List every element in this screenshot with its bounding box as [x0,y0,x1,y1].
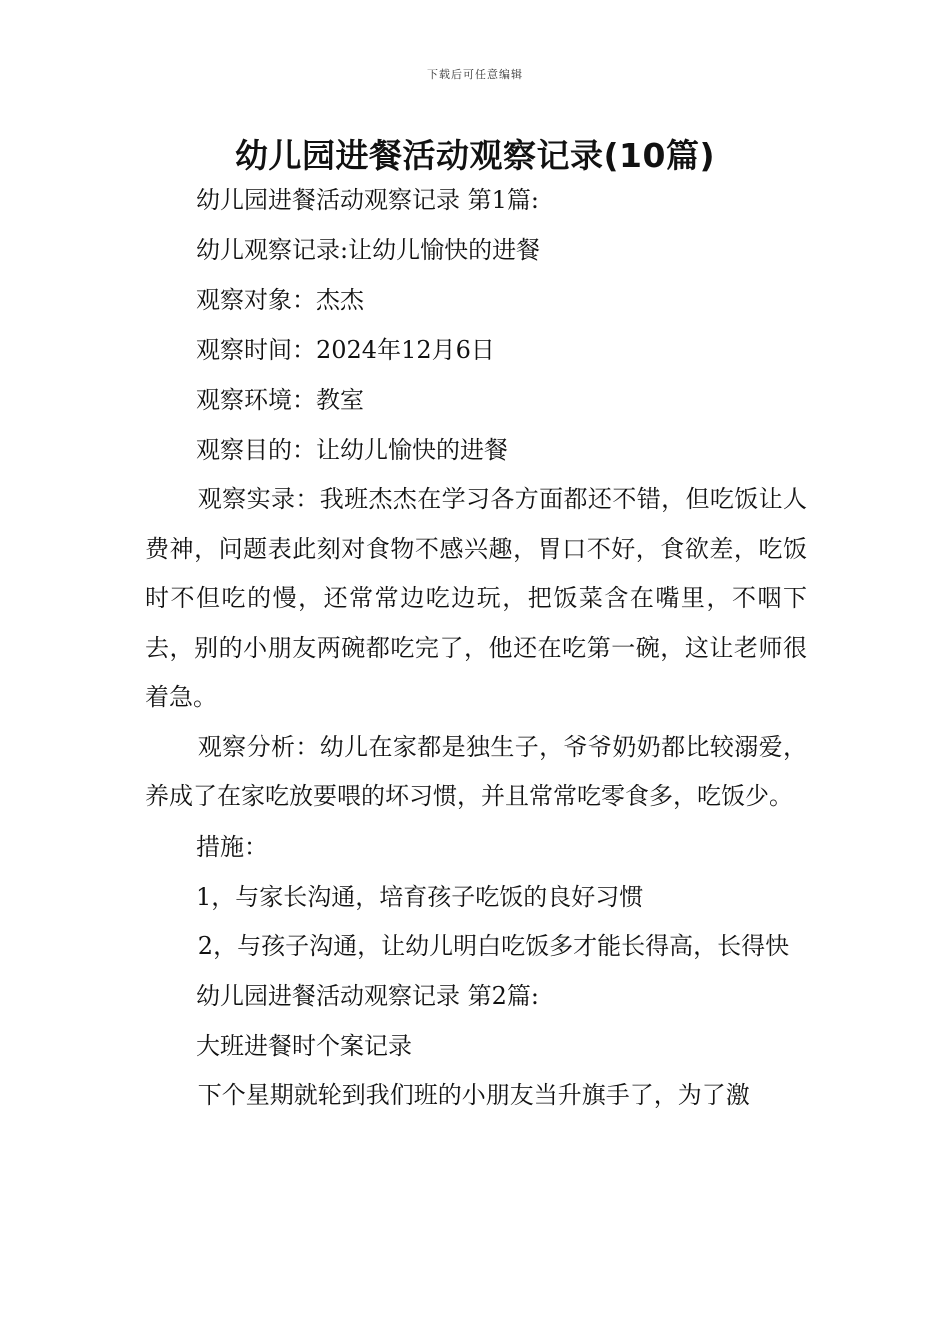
section-2-paragraph: 下个星期就轮到我们班的小朋友当升旗手了，为了激 [197,1081,750,1109]
section-heading-2: 幼儿园进餐活动观察记录 第2篇: [196,982,539,1010]
section-heading-1: 幼儿园进餐活动观察记录 第1篇: [196,186,539,214]
header-note: 下载后可任意编辑 [427,68,523,81]
document-body [145,175,807,1121]
record-subtitle: 幼儿观察记录:让幼儿愉快的进餐 [196,236,541,264]
record-subtitle-2: 大班进餐时个案记录 [196,1032,412,1060]
observation-record-paragraph: 观察实录：我班杰杰在学习各方面都还不错，但吃饭让人费神，问题表此刻对食物不感兴趣，胃口不好，食欲差，吃饭时不但吃的慢，还常常边吃边玩，把饭菜含在嘴里，不咽下去，别的小朋友两碗都吃完了，他还在吃第一碗，这让老师很着急。 [145,485,807,711]
document-title: 幼儿园进餐活动观察记录(10篇) [234,136,716,175]
observation-subject: 观察对象：杰杰 [196,286,364,314]
measures-heading: 措施： [196,832,268,861]
measure-item-1: 1，与家长沟通，培育孩子吃饭的良好习惯 [196,882,644,911]
observation-purpose: 观察目的：让幼儿愉快的进餐 [196,436,508,464]
observation-time: 观察时间：2024年12月6日 [196,336,495,364]
observation-analysis-paragraph: 观察分析：幼儿在家都是独生子，爷爷奶奶都比较溺爱，养成了在家吃放要喂的坏习惯，并且常常吃零食多，吃饭少。 [145,732,807,810]
observation-environment: 观察环境：教室 [196,386,364,414]
measure-item-2: 2，与孩子沟通，让幼儿明白吃饭多才能长得高，长得快 [197,931,790,960]
